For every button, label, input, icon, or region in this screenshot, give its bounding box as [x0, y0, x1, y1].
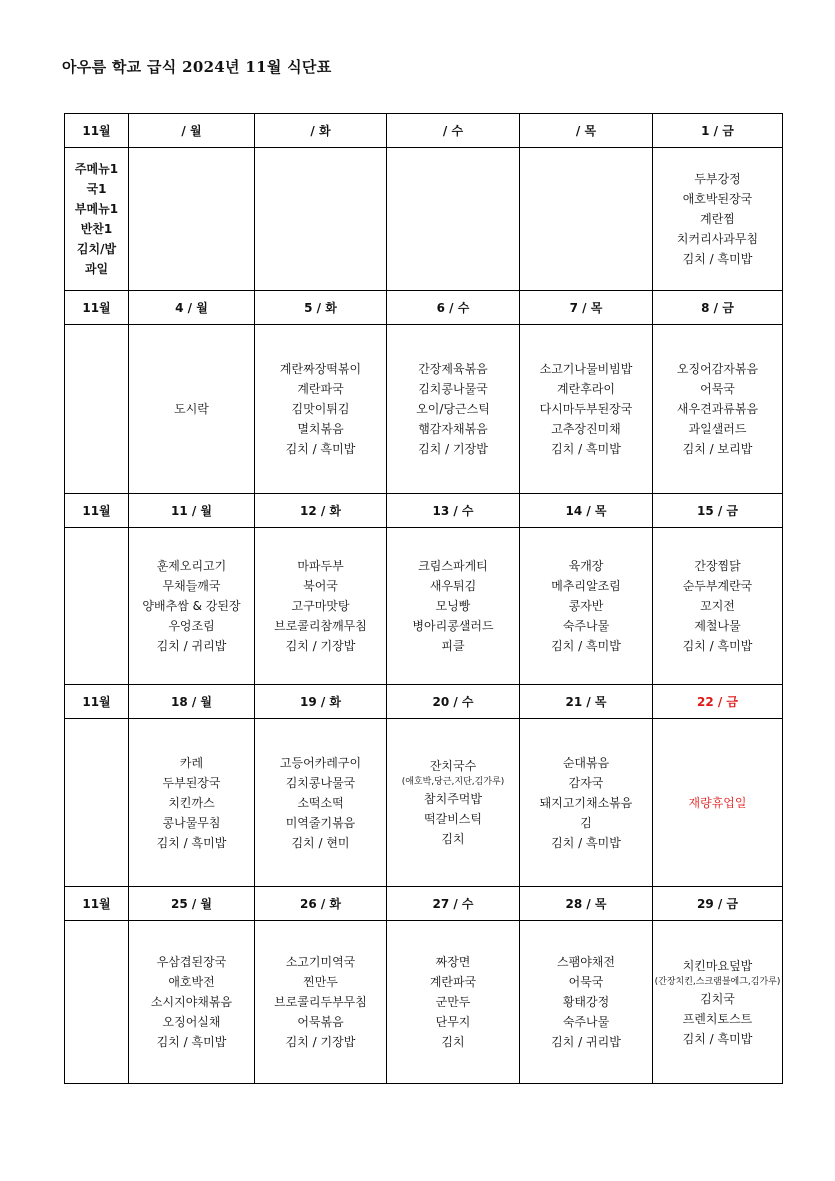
- day-menu-cell: [387, 148, 520, 291]
- week-header-row: [65, 685, 783, 719]
- menu-item: 짜장면: [435, 955, 471, 969]
- menu-item: 무채들깨국: [162, 579, 221, 593]
- menu-item: 김치콩나물국: [418, 382, 488, 396]
- menu-item: 프렌치토스트: [682, 1011, 753, 1026]
- legend-item: 반찬1: [80, 222, 113, 236]
- menu-item: 김치국: [700, 991, 735, 1006]
- menu-item: 김치 / 흑미밥: [682, 1031, 753, 1046]
- day-header: 4 / 월: [129, 291, 255, 325]
- week-header-row: [65, 114, 783, 148]
- menu-item: 스팸야채전: [557, 955, 615, 969]
- menu-item: 과일샐러드: [688, 422, 747, 436]
- menu-item: 새우견과류볶음: [676, 402, 759, 416]
- menu-item: 간장찜닭: [694, 559, 741, 573]
- menu-item: 김치 / 보리밥: [682, 442, 753, 456]
- week-menu-row: [65, 528, 783, 685]
- day-header: 14 / 목: [520, 494, 653, 528]
- meal-schedule-table: [64, 113, 783, 1084]
- month-label: 11월: [65, 887, 129, 921]
- menu-item: 김치콩나물국: [285, 775, 356, 790]
- menu-item: 소고기미역국: [285, 955, 356, 969]
- menu-item: 계란찜: [700, 212, 735, 226]
- day-menu-cell: [387, 528, 520, 685]
- day-menu-cell: [129, 148, 255, 291]
- menu-item: 김치 / 기장밥: [285, 639, 356, 653]
- month-label: 11월: [65, 114, 129, 148]
- menu-item: 떡갈비스틱: [424, 812, 482, 826]
- menu-item: 우엉조림: [168, 619, 215, 633]
- menu-item: 고구마맛탕: [291, 599, 350, 613]
- month-label: 11월: [65, 685, 129, 719]
- day-menu-cell: [387, 719, 520, 887]
- day-header: 19 / 화: [255, 685, 387, 719]
- menu-item: 김치 / 흑미밥: [156, 1035, 227, 1049]
- menu-item: (간장치킨,스크램블에그,김가루): [654, 976, 781, 987]
- menu-item: 오징어감자볶음: [676, 362, 759, 376]
- menu-item: 두부강정: [694, 172, 741, 186]
- menu-item: 황태강정: [562, 995, 610, 1009]
- legend-item: 부메뉴1: [74, 202, 119, 216]
- menu-item: 잔치국수: [429, 759, 477, 773]
- menu-item: 김치 / 귀리밥: [551, 1035, 621, 1049]
- day-header: 21 / 목: [520, 685, 653, 719]
- month-label: 11월: [65, 291, 129, 325]
- menu-item: 모닝빵: [435, 599, 471, 613]
- menu-item: 김치 / 흑미밥: [682, 252, 753, 266]
- menu-item: 브로콜리참깨무침: [274, 619, 367, 633]
- week-header-row: [65, 291, 783, 325]
- menu-item: 애호박된장국: [682, 192, 753, 206]
- menu-item: 순대볶음: [562, 755, 610, 770]
- menu-item: 고추장진미채: [551, 422, 621, 436]
- menu-item: 김치 / 흑미밥: [285, 442, 356, 456]
- menu-item: 꼬지전: [700, 599, 735, 613]
- day-header: / 수: [387, 114, 520, 148]
- menu-item: 멸치볶음: [297, 422, 344, 436]
- week-header-row: [65, 887, 783, 921]
- menu-item: 계란후라이: [557, 382, 615, 396]
- day-header: 6 / 수: [387, 291, 520, 325]
- day-header: 1 / 금: [653, 114, 783, 148]
- day-menu-cell: [653, 148, 783, 291]
- legend-item: 김치/밥: [76, 242, 117, 256]
- day-menu-cell: [653, 325, 783, 494]
- week-menu-row: [65, 148, 783, 291]
- day-menu-cell: [129, 528, 255, 685]
- menu-item: 김치: [441, 1035, 465, 1049]
- legend-item: 국1: [86, 182, 107, 196]
- legend-item: 과일: [84, 262, 109, 276]
- day-header: 12 / 화: [255, 494, 387, 528]
- day-menu-cell: [653, 921, 783, 1084]
- menu-legend-cell: [65, 148, 129, 291]
- day-header: 7 / 목: [520, 291, 653, 325]
- menu-item: 어묵국: [700, 382, 735, 396]
- menu-item: 간장제육볶음: [418, 362, 488, 376]
- menu-item: 두부된장국: [162, 775, 221, 790]
- menu-item: 카레: [179, 755, 204, 770]
- menu-item: 육개장: [568, 559, 604, 573]
- menu-item: 김치 / 흑미밥: [551, 835, 621, 850]
- menu-item: 김치: [441, 832, 465, 846]
- day-header: 20 / 수: [387, 685, 520, 719]
- menu-item: 치킨마요덮밥: [682, 958, 753, 973]
- menu-item: 콩나물무침: [162, 815, 221, 830]
- menu-item: 소떡소떡: [297, 795, 344, 810]
- menu-item: 순두부계란국: [682, 579, 753, 593]
- menu-item: (애호박,당근,지단,김가루): [401, 777, 505, 787]
- menu-item: 애호박전: [168, 975, 215, 989]
- day-header: / 화: [255, 114, 387, 148]
- menu-item: 김치 / 흑미밥: [156, 835, 227, 850]
- legend-item: 주메뉴1: [74, 162, 119, 176]
- menu-item: 어묵볶음: [297, 1015, 344, 1029]
- menu-item: 오징어실채: [162, 1015, 221, 1029]
- menu-item: 김치 / 현미: [291, 835, 350, 850]
- menu-item: 김: [580, 815, 592, 830]
- holiday-label: 재량휴업일: [688, 795, 747, 810]
- menu-item: 김치 / 흑미밥: [551, 442, 621, 456]
- menu-item: 계란짜장떡볶이: [279, 362, 362, 376]
- menu-item: 콩자반: [568, 599, 604, 613]
- week-menu-row: [65, 325, 783, 494]
- menu-item: 김치 / 흑미밥: [682, 639, 753, 653]
- menu-item: 계란파국: [297, 382, 344, 396]
- menu-legend-cell: [65, 719, 129, 887]
- day-header: / 목: [520, 114, 653, 148]
- day-menu-cell: [255, 325, 387, 494]
- day-menu-cell: [255, 921, 387, 1084]
- day-header: 29 / 금: [653, 887, 783, 921]
- menu-item: 치커리사과무침: [676, 232, 759, 246]
- menu-item: 어묵국: [568, 975, 604, 989]
- day-menu-cell: [520, 921, 653, 1084]
- day-menu-cell: [129, 719, 255, 887]
- menu-item: 김맛이튀김: [291, 402, 350, 416]
- day-menu-cell: [255, 719, 387, 887]
- day-header: 18 / 월: [129, 685, 255, 719]
- day-header: 5 / 화: [255, 291, 387, 325]
- day-header: 28 / 목: [520, 887, 653, 921]
- menu-item: 북어국: [303, 579, 338, 593]
- day-menu-cell: [520, 148, 653, 291]
- menu-item: 피클: [441, 639, 465, 653]
- menu-item: 감자국: [568, 775, 604, 790]
- menu-item: 소시지야채볶음: [150, 995, 233, 1009]
- day-header: / 월: [129, 114, 255, 148]
- menu-legend-cell: [65, 528, 129, 685]
- menu-item: 김치 / 귀리밥: [156, 639, 227, 653]
- month-label: 11월: [65, 494, 129, 528]
- day-header: 11 / 월: [129, 494, 255, 528]
- day-header: 13 / 수: [387, 494, 520, 528]
- week-menu-row: [65, 921, 783, 1084]
- menu-item: 브로콜리두부무침: [274, 995, 367, 1009]
- day-menu-cell: [129, 921, 255, 1084]
- menu-item: 계란파국: [429, 975, 477, 989]
- menu-item: 소고기나물비빔밥: [539, 362, 633, 376]
- day-menu-cell: [255, 528, 387, 685]
- menu-item: 양배추쌈 & 강된장: [142, 599, 241, 613]
- menu-item: 햄감자채볶음: [418, 422, 488, 436]
- menu-item: 새우튀김: [429, 579, 477, 593]
- menu-item: 김치 / 기장밥: [285, 1035, 356, 1049]
- day-header: 8 / 금: [653, 291, 783, 325]
- menu-item: 김치 / 기장밥: [418, 442, 488, 456]
- menu-item: 단무지: [435, 1015, 471, 1029]
- day-menu-cell: [653, 719, 783, 887]
- menu-item: 치킨까스: [168, 795, 215, 810]
- day-menu-cell: [387, 921, 520, 1084]
- menu-item: 미역줄기볶음: [285, 815, 356, 830]
- menu-item: 우삼겹된장국: [156, 955, 227, 969]
- menu-item: 도시락: [174, 402, 209, 416]
- week-header-row: [65, 494, 783, 528]
- menu-item: 숙주나물: [562, 1015, 610, 1029]
- day-menu-cell: [255, 148, 387, 291]
- menu-item: 숙주나물: [562, 619, 610, 633]
- week-menu-row: [65, 719, 783, 887]
- day-menu-cell: [387, 325, 520, 494]
- day-menu-cell: [653, 528, 783, 685]
- menu-item: 참치주먹밥: [424, 792, 482, 806]
- day-menu-cell: [520, 528, 653, 685]
- menu-item: 다시마두부된장국: [539, 402, 633, 416]
- day-menu-cell: [520, 325, 653, 494]
- day-header: 27 / 수: [387, 887, 520, 921]
- day-header: 26 / 화: [255, 887, 387, 921]
- menu-item: 크림스파게티: [418, 559, 488, 573]
- menu-item: 군만두: [435, 995, 471, 1009]
- day-header: 22 / 금: [653, 685, 783, 719]
- menu-item: 찐만두: [303, 975, 338, 989]
- menu-item: 훈제오리고기: [156, 559, 227, 573]
- menu-legend-cell: [65, 325, 129, 494]
- day-menu-cell: [129, 325, 255, 494]
- menu-legend-cell: [65, 921, 129, 1084]
- page-title: 아우름 학교 급식 2024년 11월 식단표: [62, 58, 332, 76]
- menu-item: 마파두부: [297, 559, 344, 573]
- day-header: 25 / 월: [129, 887, 255, 921]
- menu-item: 고등어카레구이: [279, 755, 362, 770]
- menu-item: 돼지고기채소볶음: [539, 795, 633, 810]
- menu-item: 제철나물: [694, 619, 741, 633]
- menu-item: 오이/당근스틱: [416, 402, 490, 416]
- menu-item: 김치 / 흑미밥: [551, 639, 621, 653]
- menu-item: 병아리콩샐러드: [412, 619, 494, 633]
- day-header: 15 / 금: [653, 494, 783, 528]
- menu-item: 메추리알조림: [551, 579, 621, 593]
- day-menu-cell: [520, 719, 653, 887]
